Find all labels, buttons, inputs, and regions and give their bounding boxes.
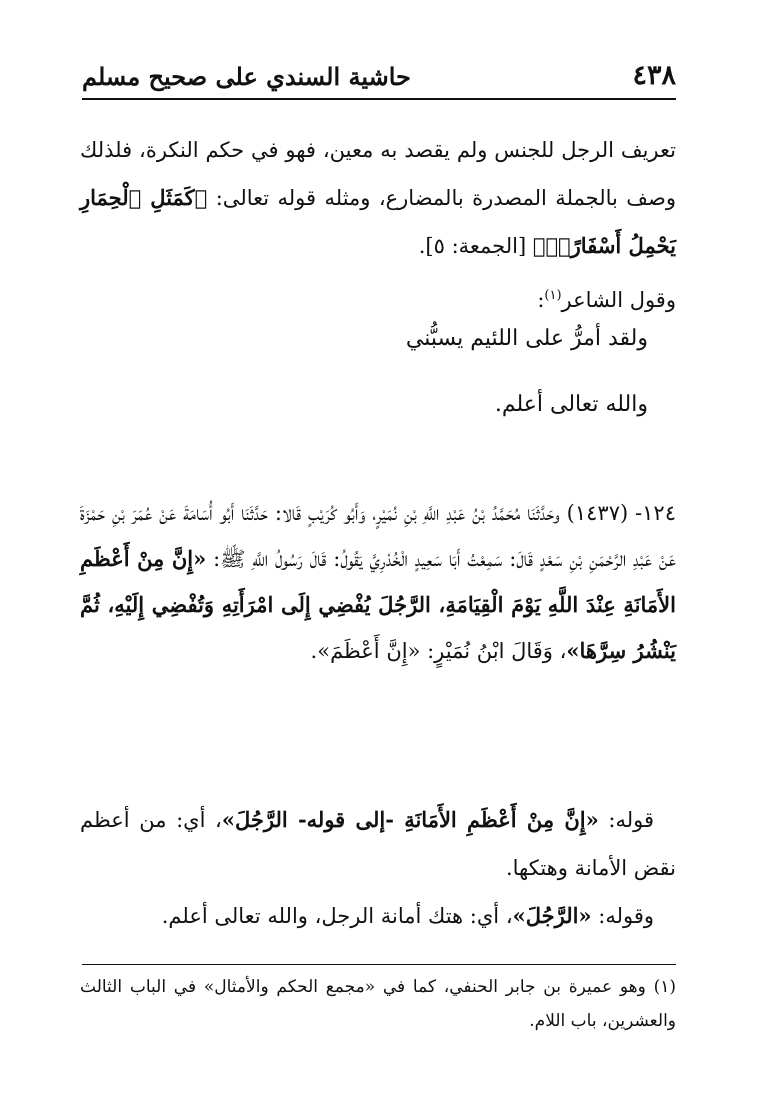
hadith-text <box>80 490 676 674</box>
poet-intro: وقول الشاعر <box>561 288 676 312</box>
explanation-2-start: وقوله: <box>591 904 654 928</box>
footnote-divider <box>82 964 676 965</box>
footnote-text: (١) وهو عميرة بن جابر الحنفي، كما في «مجمع الحكم والأمثال» في الباب الثالث والعشرين، باب اللام. <box>80 977 676 1031</box>
running-header <box>82 56 676 100</box>
explanation-paragraph-2 <box>80 892 676 940</box>
explanation-2-quote: «الرَّجُلَ» <box>512 903 592 928</box>
hadith-line-2: حَدَّثَنَا أَبُو أُسَامَةَ عَنْ عُمَرَ بْنِ حَمْزَةَ عَنْ عَبْدِ الرَّحْمَنِ بْنِ سَعْدٍ قَالَ: سَمِعْتُ أَبَا <box>80 501 676 571</box>
quran-verse: ﴿كَمَثَلِ ٱلْحِمَارِ يَحْمِلُ أَسْفَارًاۢ﴾ <box>80 185 676 258</box>
page-number: ٤٣٨ <box>632 60 676 91</box>
commentary-line <box>80 126 676 270</box>
explanation-2-end: ، أي: هتك أمانة الرجل، والله تعالى أعلم. <box>161 904 513 928</box>
hadith-line-5: ابْنُ نُمَيْرٍ: «إِنَّ أَعْظَمَ». <box>310 639 505 663</box>
commentary-paragraph <box>80 126 676 324</box>
commentary-line-2: فلذلك وصف بالجملة المصدرة بالمضارع، ومثله قوله تعالى: <box>80 138 676 210</box>
poet-intro-line <box>80 276 676 324</box>
verse-reference: [الجمعة: ٥]. <box>418 234 527 258</box>
commentary-line-1: تعريف الرجل للجنس ولم يقصد به معين، فهو في حكم النكرة، <box>139 138 676 162</box>
explanation-block <box>80 796 676 940</box>
explanation-1-end: ، أي: من أعظم نقض الأمانة وهتكها. <box>80 808 676 880</box>
hadith-quote-body: يَوْمَ الْقِيَامَةِ، الرَّجُلَ يُفْضِي إِلَى امْرَأَتِهِ وَتُفْضِي إِلَيْهِ، ثُمَّ يَنْشُرُ سِرَّهَا» <box>80 592 676 663</box>
hadith-line-3a: سَعِيدٍ الْخُدْرِيَّ يَقُولُ: قَالَ رَسُولُ اللَّهِ ﷺ: <box>206 547 442 571</box>
hadith-line-4b: ، وَقَالَ <box>511 639 567 663</box>
poetry-line: ولقد أمرُّ على اللئيم يسبُّني <box>405 326 648 351</box>
explanation-1-quote: «إِنَّ مِنْ أَعْظَمِ الأَمَانَةِ -إلى قوله- الرَّجُلَ» <box>221 807 599 832</box>
footnote-marker[interactable]: (١) <box>544 288 562 303</box>
closing-line: والله تعالى أعلم. <box>494 392 648 417</box>
hadith-paragraph <box>80 490 676 674</box>
poet-colon: : <box>537 288 545 312</box>
explanation-1-start: قوله: <box>598 808 655 832</box>
header-title: حاشية السندي على صحيح مسلم <box>82 62 411 91</box>
hadith-line-1: ١٢٤- (١٤٣٧) وحَدَّثَنَا مُحَمَّدُ بْنُ عَبْدِ اللَّهِ بْنِ نُمَيْرٍ، وَأَبُو كُرَيْبٍ قَالا: <box>274 501 676 525</box>
explanation-paragraph-1 <box>80 796 676 892</box>
hadith-quote-start: «إِنَّ مِنْ أَعْظَمِ الأَمَانَةِ عِنْدَ اللَّهِ <box>80 546 676 617</box>
